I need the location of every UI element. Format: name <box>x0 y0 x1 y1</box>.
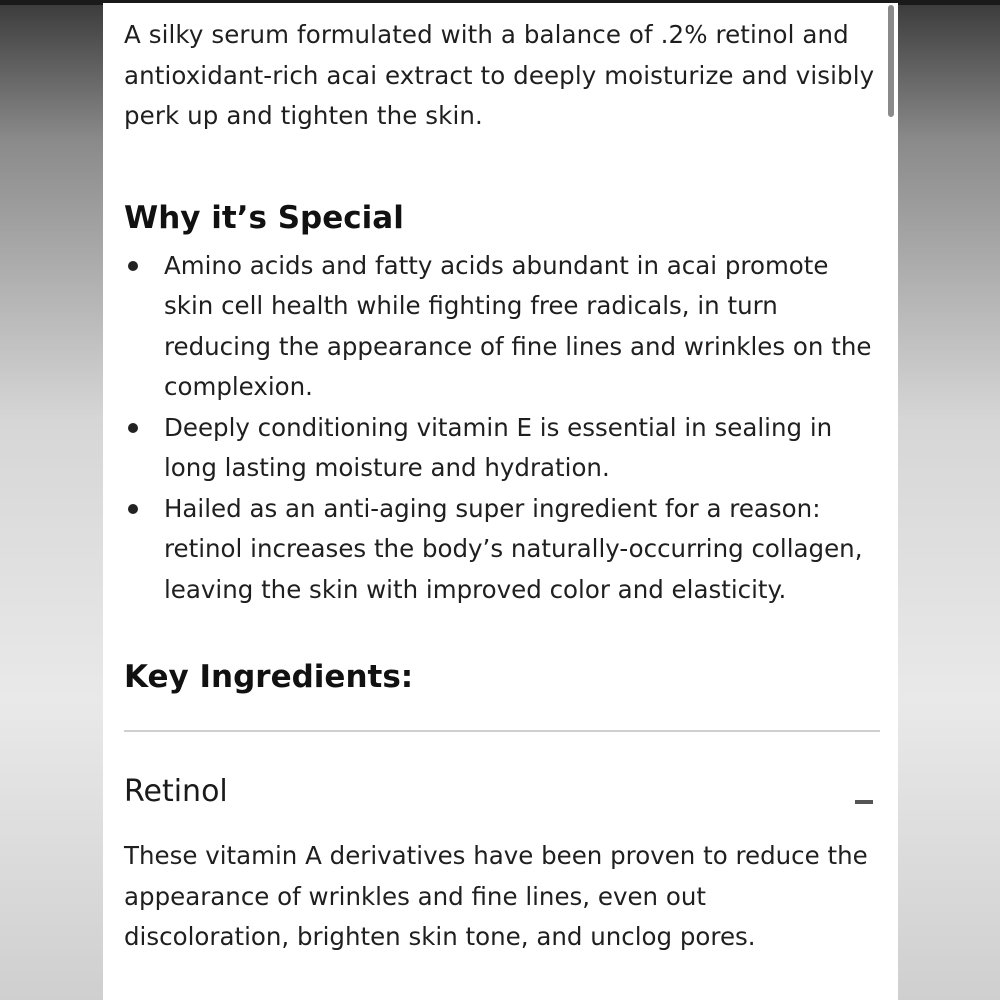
scrollbar[interactable] <box>888 5 894 125</box>
product-details-panel <box>103 3 898 1000</box>
ingredient-title: Retinol <box>124 774 228 809</box>
list-item <box>124 408 879 489</box>
bullet-text: Deeply conditioning vitamin E is essential in sealing in long lasting moisture and hydration. <box>164 412 833 482</box>
bullet-icon <box>128 261 138 271</box>
ingredient-description: These vitamin A derivatives have been proven to reduce the appearance of wrinkles and fine lines, even out discoloration, brighten skin tone, and unclog pores. <box>124 841 868 951</box>
minus-icon <box>855 800 873 804</box>
collapse-button[interactable] <box>851 790 879 814</box>
list-item <box>124 489 879 611</box>
product-description: A silky serum formulated with a balance of .2% retinol and antioxidant-rich acai extract to deeply moisturize and visibly perk up and tighten the skin. <box>124 20 875 130</box>
divider <box>124 730 880 732</box>
bullet-text: Hailed as an anti-aging super ingredient for a reason: retinol increases the body’s naturally-occurring collagen, leaving the skin with improved color and elasticity. <box>164 493 863 604</box>
key-ingredients-heading: Key Ingredients: <box>124 659 414 695</box>
ingredient-accordion-retinol[interactable] <box>124 772 884 812</box>
bullet-icon <box>128 504 138 514</box>
product-details-content <box>124 15 884 958</box>
bullet-text: Amino acids and fatty acids abundant in acai promote skin cell health while fighting free radicals, in turn reducing the appearance of fine lines and wrinkles on the complexion. <box>164 250 872 401</box>
why-special-list <box>124 246 884 611</box>
list-item <box>124 246 879 408</box>
scrollbar-thumb[interactable] <box>888 5 894 117</box>
why-special-heading: Why it’s Special <box>124 199 404 236</box>
bullet-icon <box>128 423 138 433</box>
